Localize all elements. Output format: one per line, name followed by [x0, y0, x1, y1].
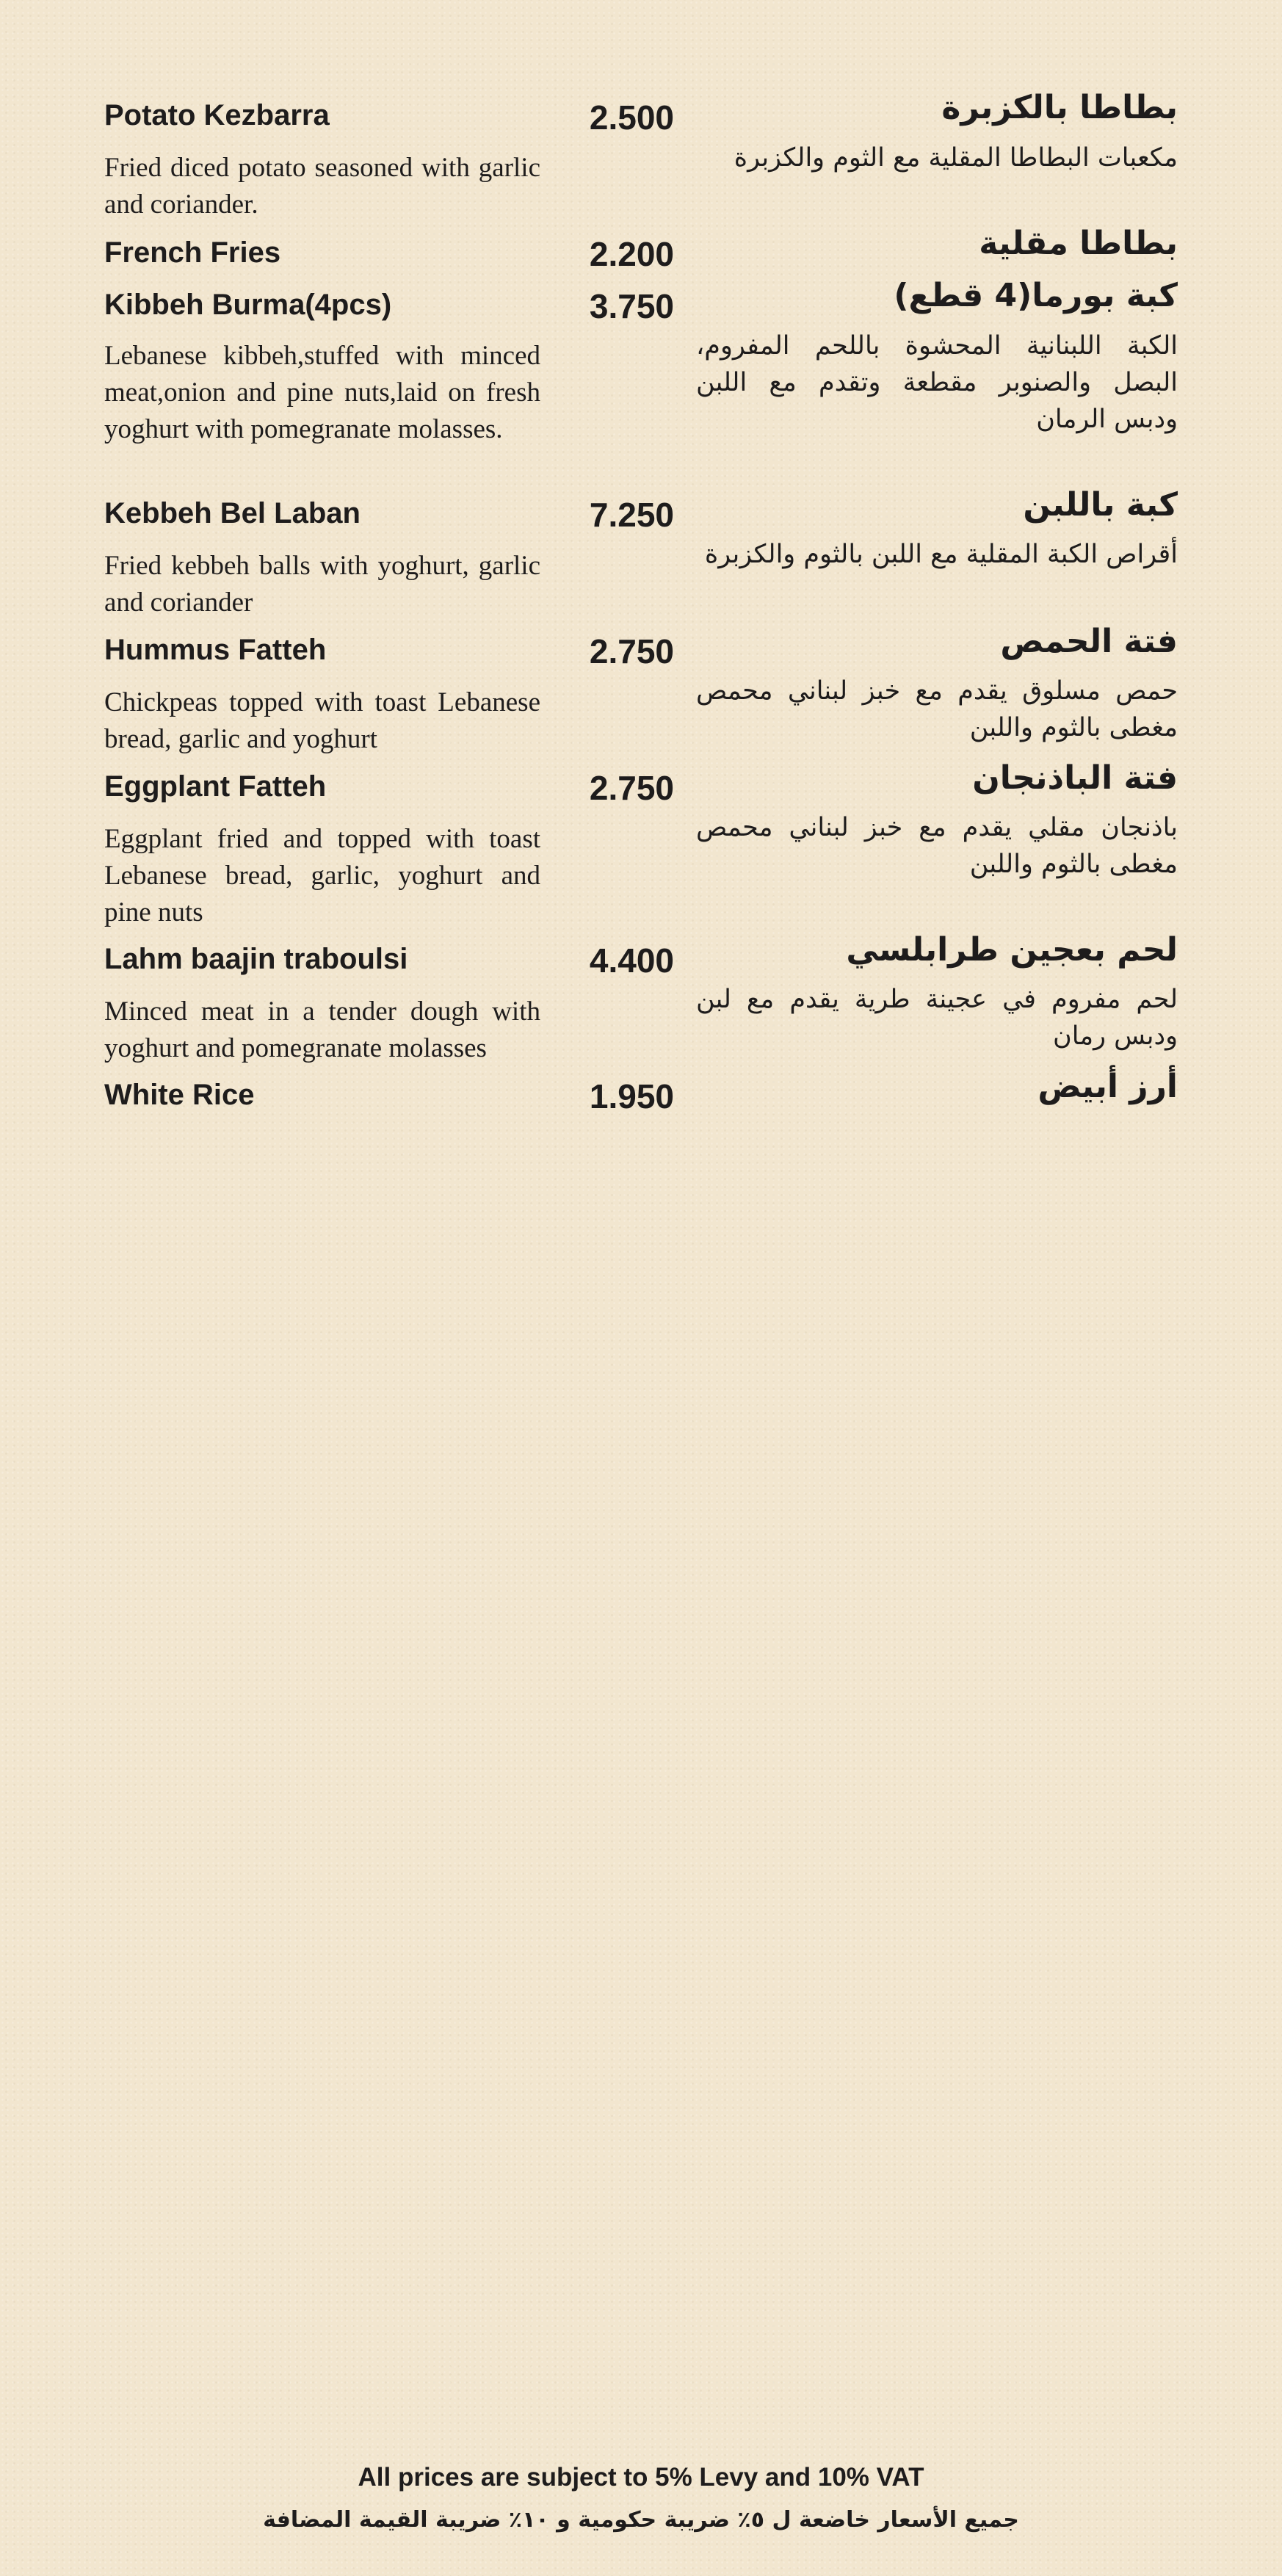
item-name-ar: بطاطا مقلية: [979, 225, 1178, 262]
item-name-ar: أرز أبيض: [1037, 1068, 1178, 1105]
item-price: 3.750: [589, 287, 674, 325]
item-description-ar: الكبة اللبنانية المحشوة باللحم المفروم، البصل والصنوبر مقطعة وتقدم مع اللبن ودبس الرمان: [696, 331, 1178, 434]
item-description-en: Minced meat in a tender dough with yoghurt and pomegranate molasses: [104, 996, 540, 1063]
item-name-en: White Rice: [104, 1079, 255, 1111]
item-price: 1.950: [589, 1077, 674, 1115]
item-name-ar: كبة بورما(4 قطع): [894, 277, 1178, 314]
item-description-en: Fried kebbeh balls with yoghurt, garlic and coriander: [104, 551, 540, 618]
item-description-ar: لحم مفروم في عجينة طرية يقدم مع لبن ودبس رمان: [696, 985, 1178, 1051]
item-name-ar: فتة الحمص: [1000, 623, 1178, 660]
item-name-ar: لحم بعجين طرابلسي: [846, 931, 1178, 969]
item-description-en: Chickpeas topped with toast Lebanese bread, garlic and yoghurt: [104, 687, 540, 754]
item-name-ar: بطاطا بالكزبرة: [941, 89, 1178, 126]
item-name-en: Eggplant Fatteh: [104, 770, 327, 803]
item-price: 2.200: [589, 235, 674, 273]
item-description-ar: باذنجان مقلي يقدم مع خبز لبناني محمص مغطى بالثوم واللبن: [696, 813, 1178, 879]
item-name-en: Potato Kezbarra: [104, 99, 330, 131]
item-description-en: Eggplant fried and topped with toast Lebanese bread, garlic, yoghurt and pine nuts: [104, 824, 540, 927]
item-name-en: Lahm baajin traboulsi: [104, 943, 408, 975]
item-name-ar: كبة باللبن: [1023, 486, 1178, 524]
item-price: 2.750: [589, 632, 674, 670]
item-name-en: Kibbeh Burma(4pcs): [104, 289, 392, 321]
item-description-en: Fried diced potato seasoned with garlic and coriander.: [104, 153, 540, 220]
item-price: 7.250: [589, 496, 674, 534]
item-price: 4.400: [589, 941, 674, 980]
item-description-en: Lebanese kibbeh,stuffed with minced meat,onion and pine nuts,laid on fresh yoghurt with pomegranate molasses.: [104, 341, 540, 444]
item-price: 2.750: [589, 769, 674, 807]
item-name-ar: فتة الباذنجان: [972, 759, 1178, 797]
item-name-en: French Fries: [104, 236, 281, 269]
item-description-ar: مكعبات البطاطا المقلية مع الثوم والكزبرة: [734, 143, 1178, 173]
tax-note-en: All prices are subject to 5% Levy and 10% VAT: [358, 2463, 924, 2492]
item-description-ar: حمص مسلوق يقدم مع خبز لبناني محمص مغطى بالثوم واللبن: [696, 676, 1178, 742]
tax-note-ar: جميع الأسعار خاضعة ل ٥٪ ضريبة حكومية و ١٠٪ ضريبة القيمة المضافة: [263, 2507, 1019, 2533]
item-name-en: Kebbeh Bel Laban: [104, 497, 361, 529]
item-price: 2.500: [589, 98, 674, 137]
item-description-ar: أقراص الكبة المقلية مع اللبن بالثوم والكزبرة: [704, 540, 1178, 569]
item-name-en: Hummus Fatteh: [104, 634, 327, 666]
